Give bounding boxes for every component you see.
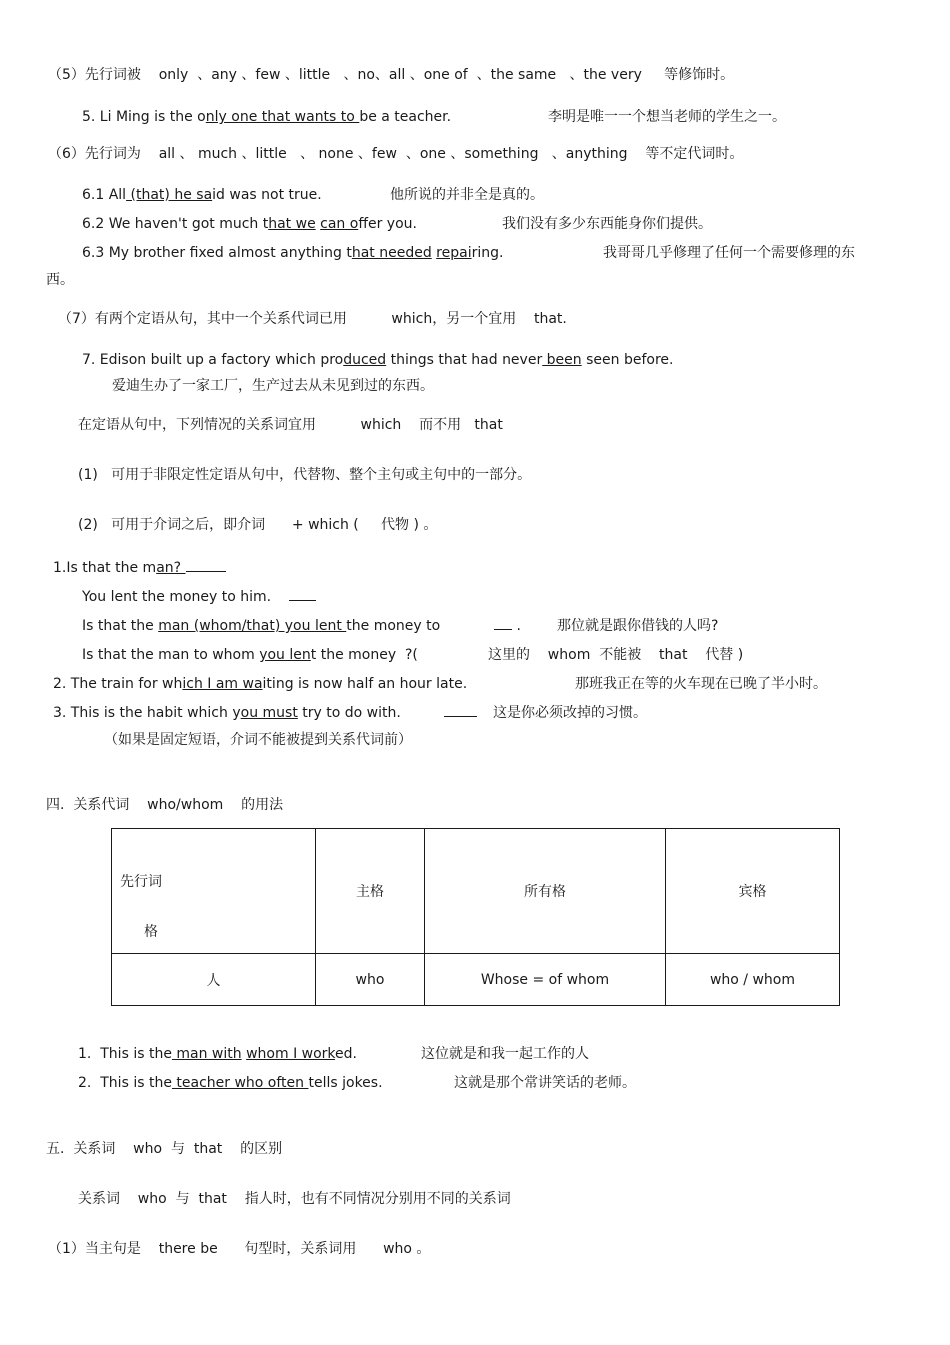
example-6-2: 6.2 We haven't got much that we can offer you. (82, 216, 417, 232)
header-possessive: 所有格 (425, 829, 666, 954)
section-4-example-1-translation: 这位就是和我一起工作的人 (421, 1046, 589, 1062)
example-2-translation: 那班我正在等的火车现在已晚了半小时。 (575, 676, 827, 692)
example-6-3: 6.3 My brother fixed almost anything that needed repairing. (82, 245, 504, 261)
section-5-rule-1: （1）当主句是 there be 句型时，关系词用 who 。 (48, 1241, 431, 1257)
example-7-translation: 爱迪生办了一家工厂，生产过去从未见到过的东西。 (112, 378, 434, 394)
cell-whose: Whose = of whom (425, 954, 666, 1006)
example-5: 5. Li Ming is the only one that wants to be a teacher. (82, 109, 452, 125)
example-6-3-translation-cont: 西。 (46, 272, 74, 288)
which-rule-1: (1) 可用于非限定性定语从句中，代替物、整个主句或主句中的一部分。 (78, 467, 532, 483)
example-6-3-translation: 我哥哥几乎修理了任何一个需要修理的东 (603, 245, 855, 261)
example-1-line-2: You lent the money to him. (82, 588, 316, 606)
rule-5: （5）先行词被 only 、any 、few 、little 、no、all 、one of 、the same 、the very 等修饰时。 (48, 67, 735, 83)
example-1-line-3-blank: . (494, 617, 521, 635)
example-7: 7. Edison built up a factory which produced things that had never been seen before. (82, 352, 674, 368)
section-4-title: 四. 关系代词 who/whom 的用法 (46, 797, 284, 813)
example-1-line-4: Is that the man to whom you lent the money ?( (82, 647, 418, 663)
example-1-line-3-translation: 那位就是跟你借钱的人吗? (557, 618, 719, 634)
corner-label-case: 格 (144, 924, 158, 940)
example-3-note: （如果是固定短语，介词不能被提到关系代词前） (104, 732, 412, 748)
section-5-title: 五. 关系词 who 与 that 的区别 (46, 1141, 283, 1157)
cell-person: 人 (112, 954, 316, 1006)
rule-6: （6）先行词为 all 、 much 、little 、 none 、few 、one 、something 、anything 等不定代词时。 (48, 146, 744, 162)
section-4-example-1: 1. This is the man with whom I worked. (78, 1046, 357, 1062)
example-1-line-4-note: 这里的 whom 不能被 that 代替 ) (488, 647, 744, 663)
example-3-blank (444, 704, 477, 722)
cell-who: who (316, 954, 425, 1006)
cell-who-whom: who / whom (666, 954, 840, 1006)
example-6-1: 6.1 All (that) he said was not true. (82, 187, 322, 203)
example-1-line-3: Is that the man (whom/that) you lent the money to (82, 618, 441, 634)
example-5-translation: 李明是唯一一个想当老师的学生之一。 (548, 109, 786, 125)
which-rule-2: (2) 可用于介词之后，即介词 + which ( 代物 ) 。 (78, 517, 438, 533)
corner-label-antecedent: 先行词 (120, 874, 162, 890)
example-1-question: 1.Is that the man? (53, 559, 226, 577)
section-5-intro: 关系词 who 与 that 指人时，也有不同情况分别用不同的关系词 (78, 1191, 511, 1207)
example-3-translation: 这是你必须改掉的习惯。 (493, 705, 647, 721)
section-4-example-2-translation: 这就是那个常讲笑话的老师。 (454, 1075, 636, 1091)
section-4-example-2: 2. This is the teacher who often tells jokes. (78, 1075, 383, 1091)
table-corner-cell (112, 829, 316, 954)
who-whom-table (111, 828, 840, 1006)
which-rule-intro: 在定语从句中，下列情况的关系词宜用 which 而不用 that (78, 417, 503, 433)
example-3: 3. This is the habit which you must try to do with. (53, 705, 401, 721)
header-nominative: 主格 (316, 829, 425, 954)
example-6-2-translation: 我们没有多少东西能身你们提供。 (502, 216, 712, 232)
rule-7: （7）有两个定语从句，其中一个关系代词已用 which，另一个宜用 that. (58, 311, 567, 327)
example-2: 2. The train for which I am waiting is now half an hour late. (53, 676, 468, 692)
header-objective: 宾格 (666, 829, 840, 954)
example-6-1-translation: 他所说的并非全是真的。 (390, 187, 544, 203)
